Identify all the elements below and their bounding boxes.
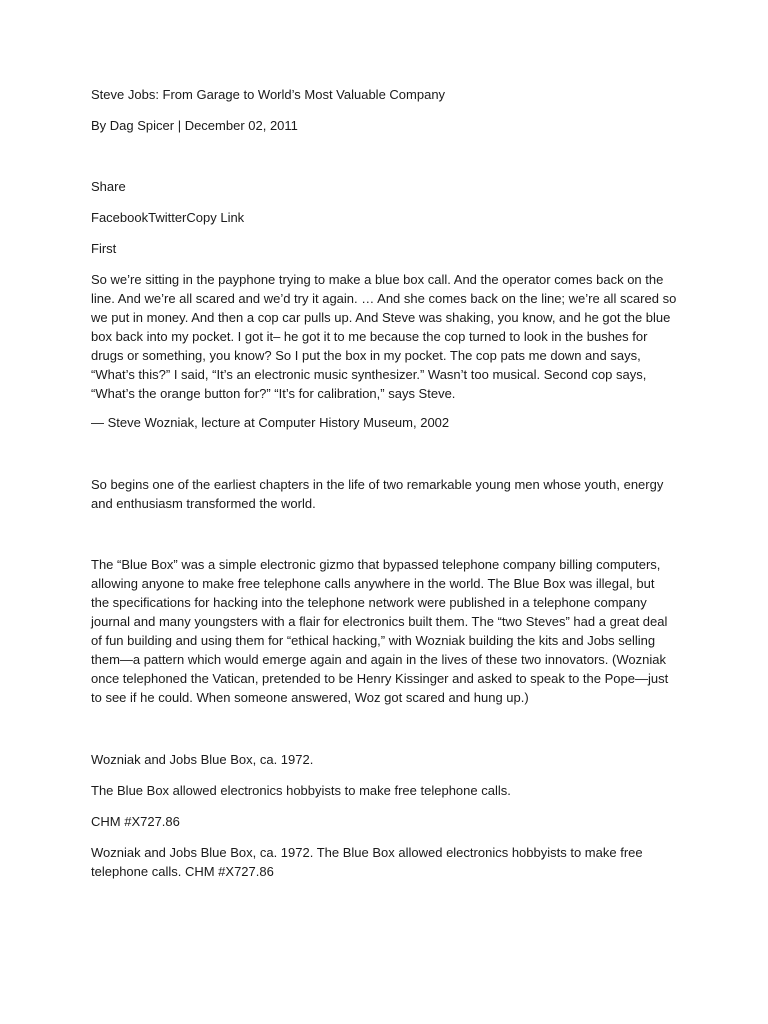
bluebox-line: The “Blue Box” was a simple electronic gizmo that bypassed telephone company billing computers, [91,557,661,572]
quote-line: line. And we’re all scared and we’d try it again. … And she comes back on the line; we’re all scared so [91,291,677,306]
caption-full-line: Wozniak and Jobs Blue Box, ca. 1972. The Blue Box allowed electronics hobbyists to make free [91,845,643,860]
quote-line: box back into my pocket. I got it– he got it to me because the cop turned to look in the bushes for [91,329,648,344]
bluebox-line: allowing anyone to make free telephone calls anywhere in the world. The Blue Box was illegal, but [91,576,655,591]
share-links[interactable]: FacebookTwitterCopy Link [91,210,245,225]
bluebox-line: to see if he could. When someone answered, Woz got scared and hung up.) [91,690,529,705]
quote-line: “What’s this?” I said, “It’s an electronic music synthesizer.” Wasn’t too musical. Second cop says, [91,367,647,382]
bluebox-paragraph [91,555,681,707]
share-label: Share [91,179,126,194]
caption-title: Wozniak and Jobs Blue Box, ca. 1972. [91,752,314,767]
caption-full-line: telephone calls. CHM #X727.86 [91,864,274,879]
intro-paragraph [91,475,681,513]
intro-line: and enthusiasm transformed the world. [91,496,316,511]
bluebox-line: them—a pattern which would emerge again and again in the lives of these two innovators. (Wozniak [91,652,666,667]
quote-line: we put in money. And then a cop car pulls up. And Steve was shaking, you know, and he got the blue [91,310,671,325]
section-label: First [91,241,117,256]
bluebox-line: of fun building and using them for “ethical hacking,” with Wozniak building the kits and Jobs selling [91,633,656,648]
intro-line: So begins one of the earliest chapters in the life of two remarkable young men whose youth, energy [91,477,664,492]
bluebox-line: once telephoned the Vatican, pretended to be Henry Kissinger and asked to speak to the Pope—just [91,671,669,686]
caption-description: The Blue Box allowed electronics hobbyists to make free telephone calls. [91,783,511,798]
byline: By Dag Spicer | December 02, 2011 [91,118,298,133]
quote-line: So we’re sitting in the payphone trying to make a blue box call. And the operator comes back on the [91,272,664,287]
bluebox-line: journal and many youngsters with a flair for electronics built them. The “two Steves” had a great deal [91,614,668,629]
quote-line: drugs or something, you know? So I put the box in my pocket. The cop pats me down and says, [91,348,641,363]
caption-full-paragraph [91,843,681,881]
quote-attribution: — Steve Wozniak, lecture at Computer History Museum, 2002 [91,415,450,430]
quote-paragraph [91,270,681,403]
article-title: Steve Jobs: From Garage to World’s Most Valuable Company [91,87,446,102]
quote-line: “What’s the orange button for?” “It’s for calibration,” says Steve. [91,386,456,401]
bluebox-line: the specifications for hacking into the telephone network were published in a telephone company [91,595,647,610]
caption-id: CHM #X727.86 [91,814,180,829]
